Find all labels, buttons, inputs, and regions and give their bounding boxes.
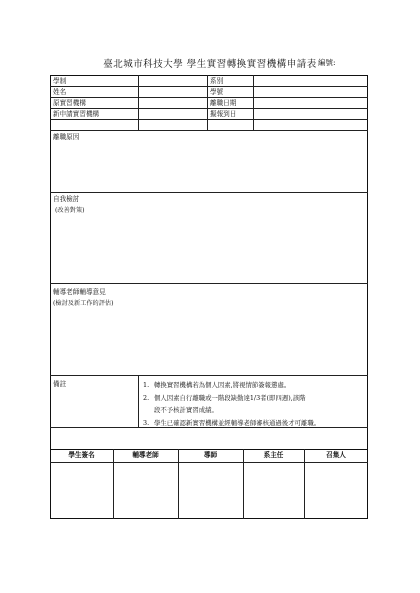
leave-reason-label: 離職原因 xyxy=(53,133,80,141)
form-title: 臺北城市科技大學 學生實習轉換實習機構申請表 xyxy=(103,59,317,70)
notes-col-divider xyxy=(138,375,139,427)
note-item-1: 1. 轉換實習機構若為個人因素,將視情節簽報懲處。 xyxy=(143,381,291,389)
row-divider xyxy=(50,119,368,120)
new-organization-field[interactable] xyxy=(139,109,206,119)
label-new-organization: 新申請實習機構 xyxy=(53,110,100,118)
advisor-opinion-label: 輔導老師輔導意見 xyxy=(53,288,106,296)
label-school-system: 學制 xyxy=(53,77,67,85)
signature-header-student: 學生簽名 xyxy=(68,451,95,459)
signature-header-department-chair: 系主任 xyxy=(263,451,284,459)
name-field[interactable] xyxy=(139,87,206,97)
info-col-divider xyxy=(207,75,208,130)
report-date-field[interactable] xyxy=(254,109,367,119)
homeroom-teacher-signature-field[interactable] xyxy=(179,463,242,518)
leave-date-field[interactable] xyxy=(254,98,367,108)
self-review-field[interactable] xyxy=(51,193,367,282)
note-item-2: 2. 個人因素自行離職或一階段缺勤達1/3者(即四週),該階 xyxy=(143,394,306,402)
department-chair-signature-field[interactable] xyxy=(244,463,303,518)
student-signature-field[interactable] xyxy=(51,463,112,518)
original-organization-field[interactable] xyxy=(139,98,206,108)
self-review-sublabel: (改善對策) xyxy=(55,207,85,214)
signature-header-advisor: 輔導老師 xyxy=(132,451,159,459)
convener-signature-field[interactable] xyxy=(305,463,367,518)
student-id-field[interactable] xyxy=(254,87,367,97)
section-divider xyxy=(50,375,368,376)
label-department: 系別 xyxy=(210,77,224,85)
label-name: 姓名 xyxy=(53,88,67,96)
note-item-3: 3. 學生已確認新實習機構並經輔導老師審核通過後才可離職。 xyxy=(143,419,321,427)
notes-label: 備註 xyxy=(53,380,67,388)
signature-header-homeroom-teacher: 導師 xyxy=(203,451,218,459)
advisor-signature-field[interactable] xyxy=(114,463,177,518)
leave-reason-field[interactable] xyxy=(51,131,367,191)
label-student-id: 學號 xyxy=(210,88,224,96)
signature-header-convener: 召集人 xyxy=(326,451,346,459)
notes-divider xyxy=(50,427,368,428)
label-original-organization: 原實習機構 xyxy=(53,99,86,107)
serial-number-label: 編號: xyxy=(318,58,336,67)
note-item-2-continued: 段不予核計實習成績。 xyxy=(154,406,218,414)
department-field[interactable] xyxy=(254,76,367,86)
signature-header-divider xyxy=(50,449,368,450)
advisor-opinion-field[interactable] xyxy=(51,284,367,374)
label-report-date: 擬報到日 xyxy=(210,110,237,118)
self-review-label: 自我檢討 xyxy=(53,195,80,203)
advisor-opinion-sublabel: (檢討及新工作的評估) xyxy=(53,300,114,307)
label-leave-date: 離職日期 xyxy=(210,99,237,107)
school-system-field[interactable] xyxy=(139,76,206,86)
